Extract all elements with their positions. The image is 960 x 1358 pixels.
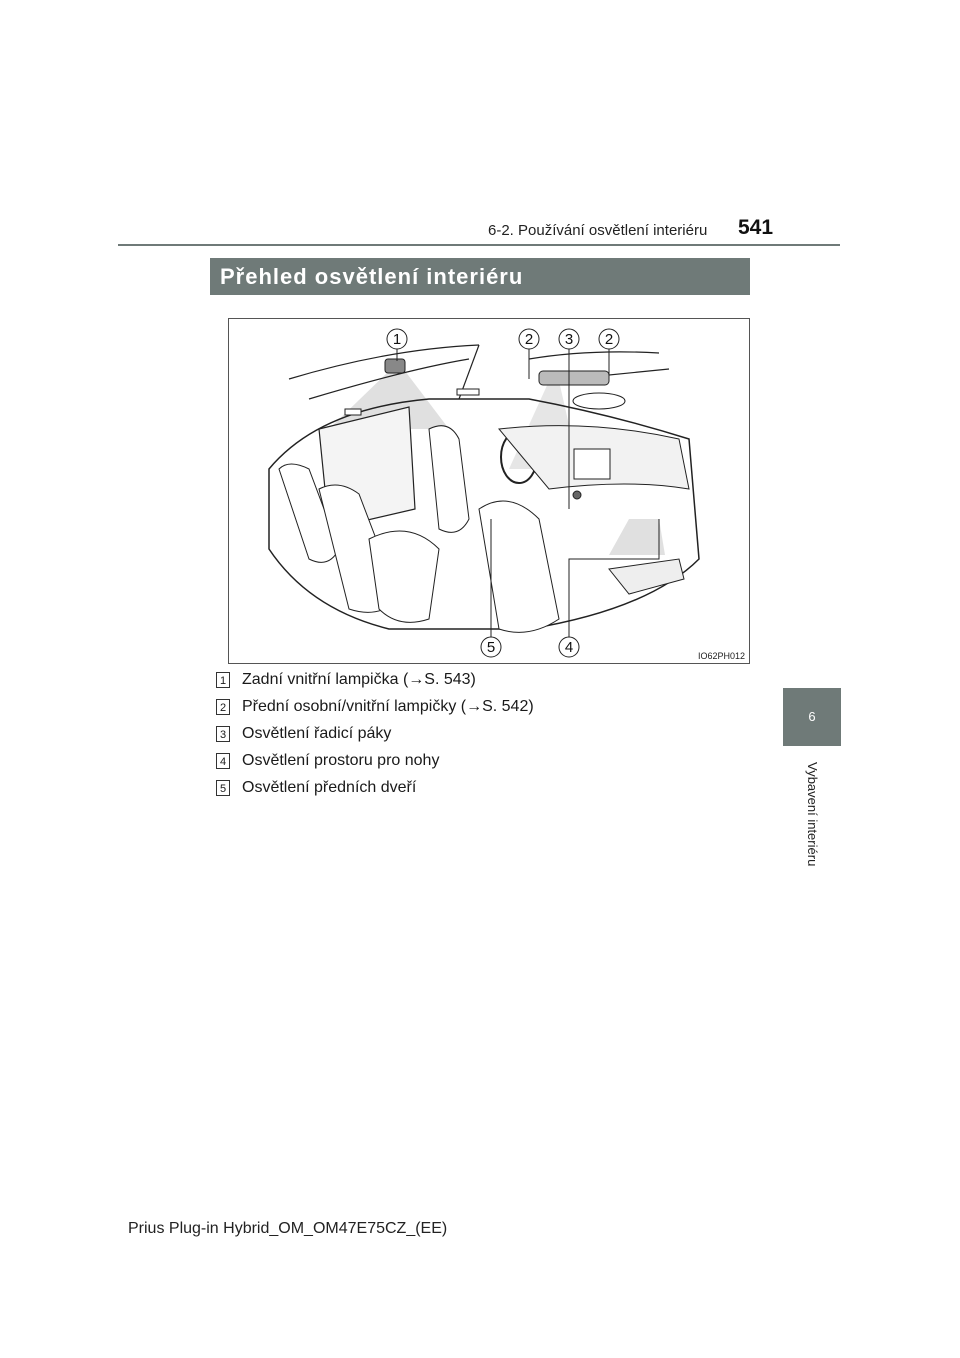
driver-seat <box>429 426 469 533</box>
legend-text: Osvětlení řadicí páky <box>242 725 392 742</box>
page-number: 541 <box>738 216 774 239</box>
legend-number: 2 <box>216 699 230 715</box>
footwell-light-cone <box>609 519 665 555</box>
car-interior-illustration <box>229 319 749 663</box>
front-overhead-console <box>539 371 609 385</box>
header-section-title: 6-2. Používání osvětlení interiéru <box>488 222 708 239</box>
legend-item <box>216 724 756 746</box>
legend-number: 3 <box>216 726 230 742</box>
chapter-tab[interactable]: 6 <box>783 688 841 746</box>
legend-item <box>216 751 756 773</box>
header-divider <box>118 244 840 246</box>
svg-text:2: 2 <box>524 331 534 348</box>
callout-2-left <box>519 329 539 349</box>
figure-id: IO62PH012 <box>697 651 745 661</box>
legend-text: Osvětlení prostoru pro nohy <box>242 752 440 769</box>
legend-item <box>216 670 756 692</box>
legend-text: Zadní vnitřní lampička (→S. 543) <box>242 671 476 688</box>
rear-dome-lamp <box>385 359 405 373</box>
svg-text:5: 5 <box>486 639 496 656</box>
callout-5 <box>481 637 501 657</box>
footer-document-id: Prius Plug-in Hybrid_OM_OM47E75CZ_(EE) <box>128 1220 448 1237</box>
legend-text: Přední osobní/vnitřní lampičky (→S. 542) <box>242 698 534 715</box>
center-display <box>574 449 610 479</box>
legend-item <box>216 697 756 719</box>
callout-4 <box>559 637 579 657</box>
legend-number: 1 <box>216 672 230 688</box>
svg-text:3: 3 <box>564 331 574 348</box>
svg-text:2: 2 <box>604 331 614 348</box>
chapter-title: Vybavení interiéru <box>805 762 820 867</box>
legend-item <box>216 778 756 800</box>
callout-1 <box>387 329 407 349</box>
rearview-mirror <box>573 393 625 409</box>
section-banner: Přehled osvětlení interiéru <box>210 258 750 295</box>
legend-number: 4 <box>216 753 230 769</box>
interior-lighting-figure <box>228 318 750 664</box>
callout-3 <box>559 329 579 349</box>
callout-2-right <box>599 329 619 349</box>
svg-text:1: 1 <box>392 331 402 348</box>
legend-text: Osvětlení předních dveří <box>242 779 417 796</box>
svg-text:4: 4 <box>564 639 574 656</box>
legend-number: 5 <box>216 780 230 796</box>
shift-lever <box>573 491 581 499</box>
